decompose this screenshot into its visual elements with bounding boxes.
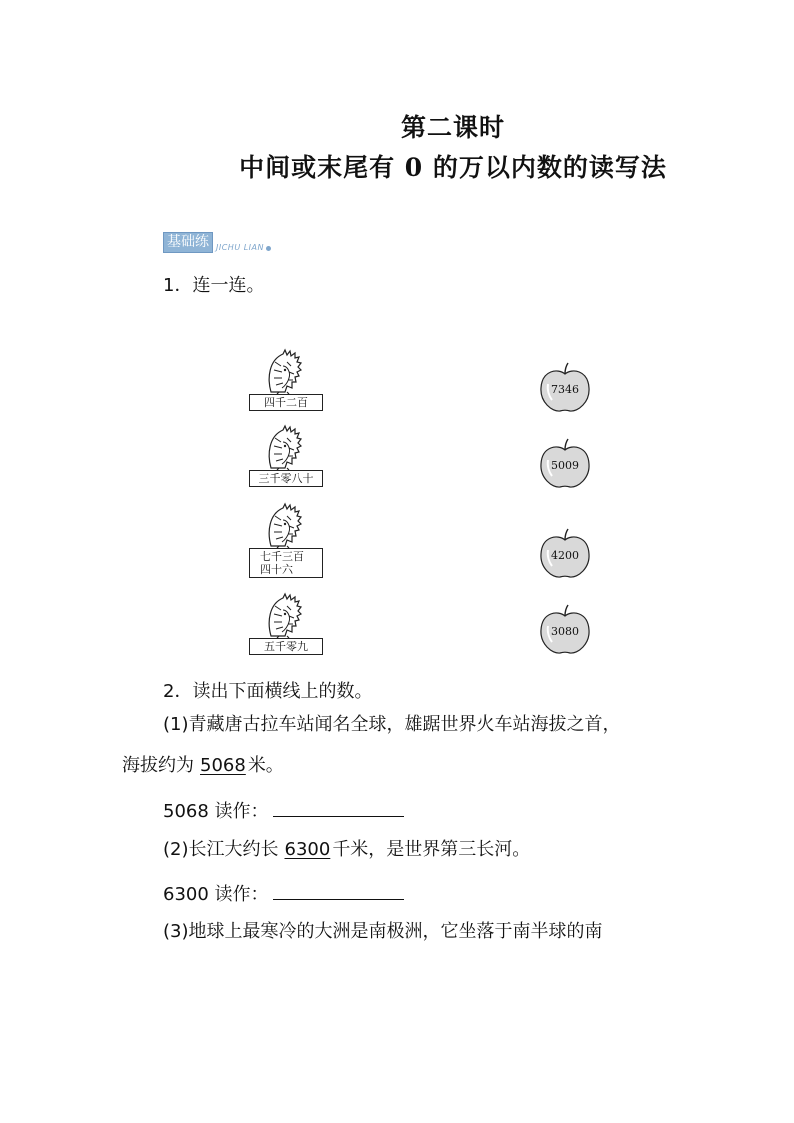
hedgehog-label-1: 四千二百 [249,394,323,411]
q2-part2-pre: (2)长江大约长 [163,839,279,860]
apple-number-3: 4200 [551,549,579,562]
q2-part1-line1: (1)青藏唐古拉车站闻名全球，雄踞世界火车站海拔之首， [163,714,621,735]
section-tag-label: 基础练 [163,232,213,253]
q2-part1-line2 [122,757,284,775]
apple-card-2[interactable] [538,438,592,490]
section-tag-pinyin: JICHU LIAN [216,243,264,252]
apple-number-4: 3080 [551,625,579,638]
hedgehog-icon [249,592,323,638]
apple-card-4[interactable] [538,604,592,656]
q2-part2-line [163,841,530,859]
hedgehog-label-3-line-2: 四十六 [260,563,293,576]
pin-dot-icon [266,246,271,251]
hedgehog-label-3 [249,548,323,578]
hedgehog-label-2: 三千零八十 [249,470,323,487]
page-title: 第二课时 [400,113,505,142]
q2-part1-post: 米。 [247,755,284,776]
q2-part1-number: 5068 [200,755,246,776]
q2-part2-post: 千米，是世界第三长河。 [332,839,531,860]
apple-card-1[interactable] [538,362,592,414]
q2-part2-read-label: 6300 读作： [163,884,269,905]
hedgehog-card-1[interactable] [249,348,323,411]
q2-part1-read-label: 5068 读作： [163,801,269,822]
hedgehog-icon [249,348,323,394]
hedgehog-icon [249,424,323,470]
q2-part2-number: 6300 [284,839,331,860]
apple-number-2: 5009 [551,459,579,472]
hedgehog-icon [249,502,323,548]
page-subtitle: 中间或末尾有 0 的万以内数的读写法 [239,153,667,182]
q2-part1-pre: 海拔约为 [122,755,194,776]
hedgehog-card-3[interactable] [249,502,323,578]
hedgehog-label-4: 五千零九 [249,638,323,655]
answer-blank-1[interactable] [273,800,404,817]
section-tag [163,233,271,253]
q2-part2-answer [163,883,404,904]
hedgehog-label-3-line-1: 七千三百 [260,550,304,563]
hedgehog-card-2[interactable] [249,424,323,487]
apple-card-3[interactable] [538,528,592,580]
hedgehog-card-4[interactable] [249,592,323,655]
question-2-prompt: 2．读出下面横线上的数。 [163,681,373,702]
apple-number-1: 7346 [551,383,579,396]
answer-blank-2[interactable] [273,883,404,900]
question-1-prompt: 1．连一连。 [163,275,265,296]
q2-part3-line1: (3)地球上最寒冷的大洲是南极洲，它坐落于南半球的南 [163,921,603,942]
q2-part1-answer [163,800,404,821]
